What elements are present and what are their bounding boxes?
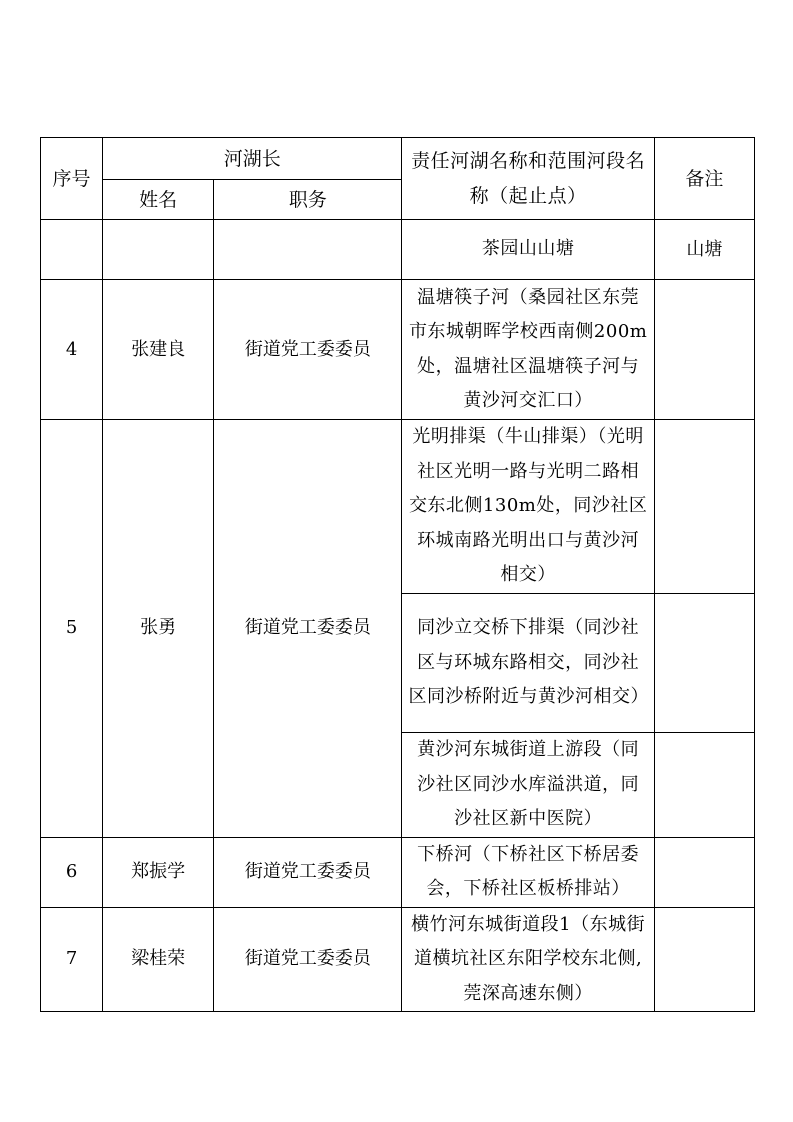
cell-segment: 横竹河东城街道段1（东城街道横坑社区东阳学校东北侧,莞深高速东侧） <box>402 907 654 1012</box>
cell-name: 郑振学 <box>103 837 214 907</box>
cell-remark <box>654 280 754 420</box>
table-row <box>41 420 755 594</box>
cell-name: 张建良 <box>103 280 214 420</box>
cell-remark: 山塘 <box>654 220 754 280</box>
cell-seq <box>41 220 103 280</box>
cell-position: 街道党工委委员 <box>214 837 402 907</box>
header-position: 职务 <box>214 180 402 220</box>
cell-position: 街道党工委委员 <box>214 280 402 420</box>
table-row <box>41 837 755 907</box>
cell-segment: 下桥河（下桥社区下桥居委会，下桥社区板桥排站） <box>402 837 654 907</box>
cell-seq: 5 <box>41 420 103 838</box>
cell-seq: 4 <box>41 280 103 420</box>
cell-segment: 黄沙河东城街道上游段（同沙社区同沙水库溢洪道，同沙社区新中医院） <box>402 733 654 838</box>
header-river-chief: 河湖长 <box>103 138 402 180</box>
cell-remark <box>654 907 754 1012</box>
cell-name: 张勇 <box>103 420 214 838</box>
cell-segment: 光明排渠（牛山排渠）（光明社区光明一路与光明二路相交东北侧130m处，同沙社区环城南路光明出口与黄沙河相交） <box>402 420 654 594</box>
cell-seq: 6 <box>41 837 103 907</box>
cell-position: 街道党工委委员 <box>214 907 402 1012</box>
cell-remark <box>654 837 754 907</box>
river-chief-table <box>40 137 755 1012</box>
header-segment: 责任河湖名称和范围河段名称（起止点） <box>402 138 654 220</box>
cell-position: 街道党工委委员 <box>214 420 402 838</box>
header-name: 姓名 <box>103 180 214 220</box>
cell-seq: 7 <box>41 907 103 1012</box>
cell-position <box>214 220 402 280</box>
cell-name <box>103 220 214 280</box>
cell-remark <box>654 594 754 733</box>
cell-remark <box>654 733 754 838</box>
table-row <box>41 220 755 280</box>
cell-remark <box>654 420 754 594</box>
cell-segment: 茶园山山塘 <box>402 220 654 280</box>
cell-segment: 同沙立交桥下排渠（同沙社区与环城东路相交，同沙社区同沙桥附近与黄沙河相交） <box>402 594 654 733</box>
cell-name: 梁桂荣 <box>103 907 214 1012</box>
header-remark: 备注 <box>654 138 754 220</box>
header-row-1 <box>41 138 755 180</box>
table-row <box>41 280 755 420</box>
header-seq: 序号 <box>41 138 103 220</box>
cell-segment: 温塘筷子河（桑园社区东莞市东城朝晖学校西南侧200m处，温塘社区温塘筷子河与黄沙河交汇口） <box>402 280 654 420</box>
table-row <box>41 907 755 1012</box>
